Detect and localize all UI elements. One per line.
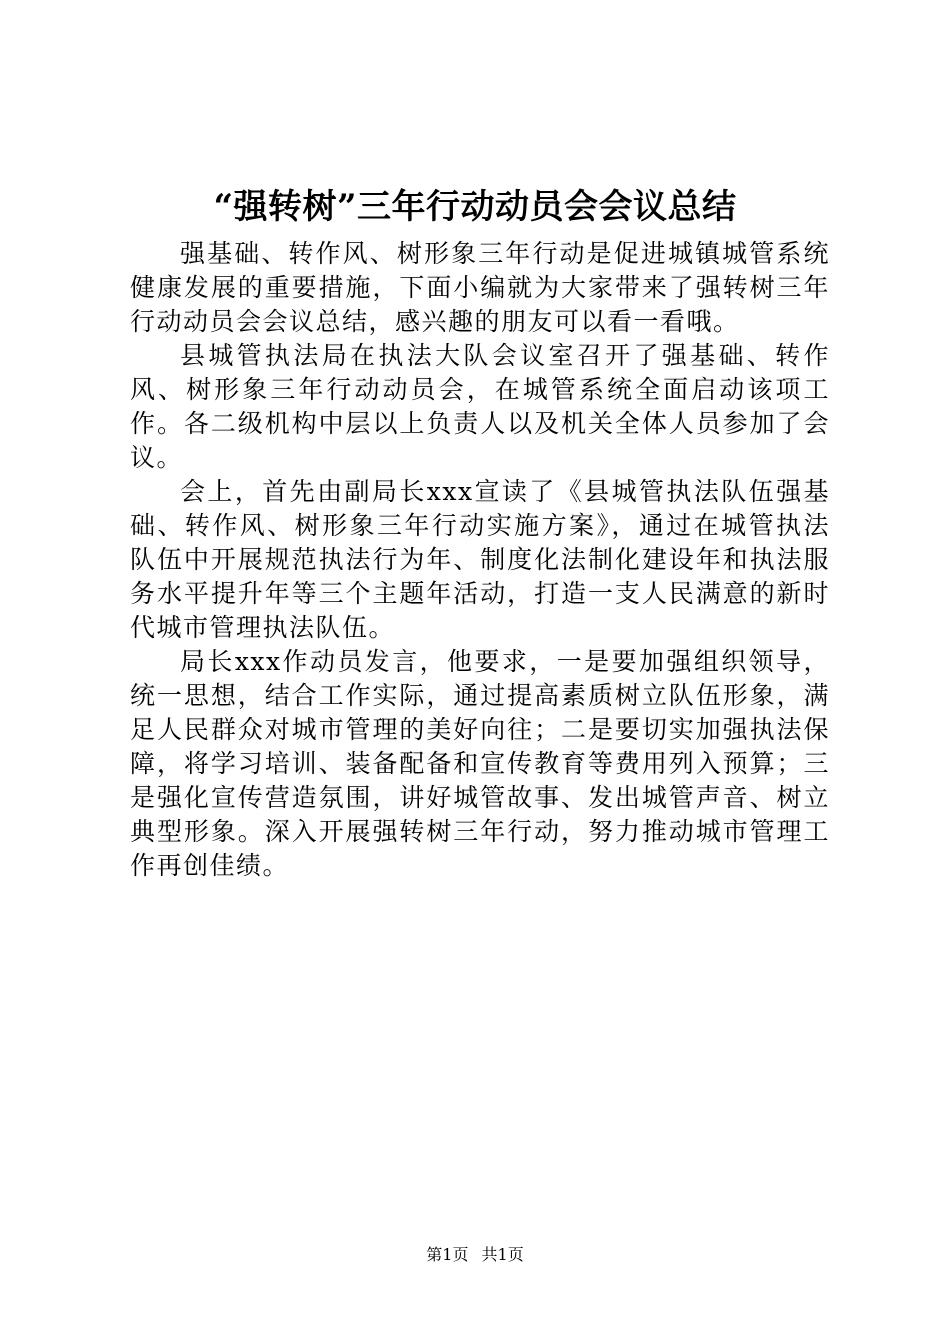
paragraph-intro: 强基础、转作风、树形象三年行动是促进城镇城管系统健康发展的重要措施，下面小编就为大家带来了强转树三年行动动员会会议总结，感兴趣的朋友可以看一看哦。 xyxy=(130,239,830,336)
paragraph-plan: 会上，首先由副局长xxx宣读了《县城管执法队伍强基础、转作风、树形象三年行动实施方案》，通过在城管执法队伍中开展规范执法行为年、制度化法制化建设年和执法服务水平提升年等三个主题年活动，打造一支人民满意的新时代城市管理执法队伍。 xyxy=(130,477,830,642)
paragraph-meeting: 县城管执法局在执法大队会议室召开了强基础、转作风、树形象三年行动动员会，在城管系统全面启动该项工作。各二级机构中层以上负责人以及机关全体人员参加了会议。 xyxy=(130,341,830,472)
document-body xyxy=(130,237,830,883)
document-title: “强转树”三年行动动员会会议总结 xyxy=(213,187,737,227)
page-footer xyxy=(0,1244,950,1266)
page-number: 第1页 xyxy=(426,1245,469,1264)
paragraph-speech: 局长xxx作动员发言，他要求，一是要加强组织领导，统一思想，结合工作实际，通过提高素质树立队伍形象，满足人民群众对城市管理的美好向往；二是要切实加强执法保障，将学习培训、装备配备和宣传教育等费用列入预算；三是强化宣传营造氛围，讲好城管故事、发出城管声音、树立典型形象。深入开展强转树三年行动，努力推动城市管理工作再创佳绩。 xyxy=(130,647,830,880)
page-total: 共1页 xyxy=(481,1245,524,1264)
